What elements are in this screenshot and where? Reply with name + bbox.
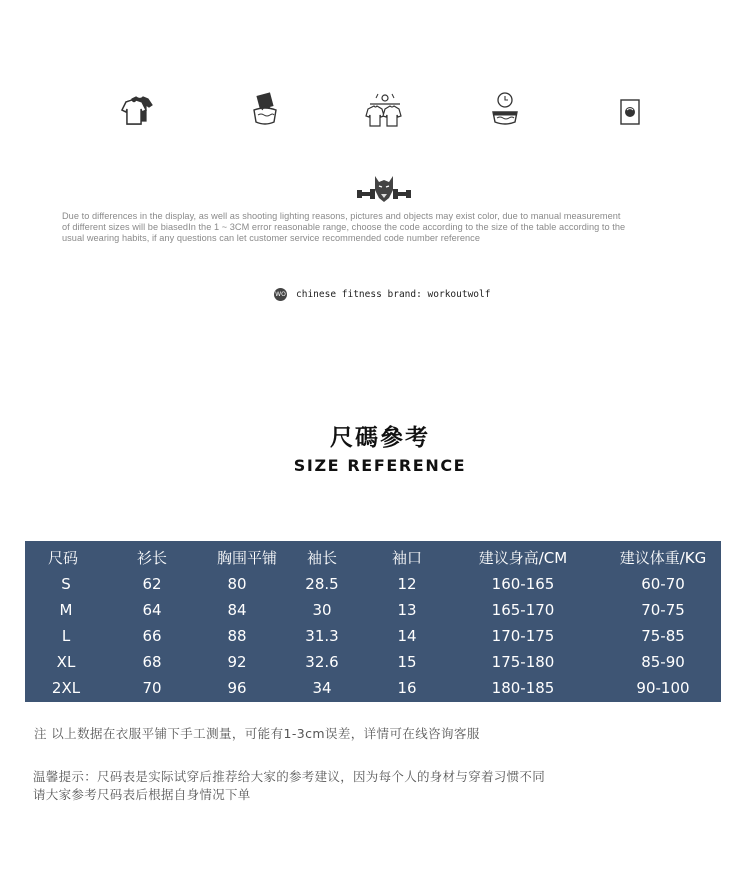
header-cell: 袖口 — [391, 549, 422, 567]
table-cell: 84 — [227, 601, 247, 619]
table-cell: 68 — [142, 653, 162, 671]
wolf-logo-icon — [355, 172, 413, 206]
table-cell: 32.6 — [305, 653, 339, 671]
table-row — [25, 675, 721, 701]
brand-text: chinese fitness brand: workoutwolf — [296, 288, 491, 300]
table-cell: 13 — [397, 601, 417, 619]
table-row — [25, 649, 721, 675]
brand-badge-text: WO — [275, 290, 286, 298]
timer-wash-icon — [480, 88, 530, 138]
tips-line: 请大家参考尺码表后根据自身情况下单 — [33, 787, 251, 802]
tumble-dry-icon — [605, 88, 655, 138]
measurement-note: 注 以上数据在衣服平铺下手工测量，可能有1-3cm误差，详情可在线咨询客服 — [34, 726, 480, 741]
table-cell: 180-185 — [491, 679, 555, 697]
table-cell: 12 — [397, 575, 417, 593]
table-cell: 2XL — [51, 679, 81, 697]
size-reference-title-en: SIZE REFERENCE — [293, 456, 467, 475]
table-cell: 170-175 — [491, 627, 555, 645]
table-cell: L — [61, 627, 71, 645]
table-cell: 14 — [397, 627, 417, 645]
table-cell: 15 — [397, 653, 417, 671]
hand-wash-icon — [240, 88, 290, 138]
table-cell: 28.5 — [305, 575, 339, 593]
table-cell: 88 — [227, 627, 247, 645]
table-cell: 70-75 — [641, 601, 685, 619]
care-icons-row — [0, 88, 750, 138]
table-row — [25, 571, 721, 597]
table-row — [25, 597, 721, 623]
brand-badge-icon — [274, 288, 287, 301]
header-cell: 尺码 — [47, 549, 78, 567]
table-cell: 60-70 — [641, 575, 685, 593]
table-cell: XL — [56, 653, 76, 671]
table-row — [25, 623, 721, 649]
table-cell: 31.3 — [305, 627, 339, 645]
header-cell: 袖长 — [306, 549, 337, 567]
table-cell: 16 — [397, 679, 417, 697]
size-reference-title-cn: 尺碼參考 — [330, 425, 430, 451]
disclaimer-text — [62, 211, 712, 244]
table-cell: 34 — [312, 679, 332, 697]
table-cell: M — [59, 601, 73, 619]
tips-line: 温馨提示：尺码表是实际试穿后推荐给大家的参考建议，因为每个人的身材与穿着习惯不同 — [33, 769, 546, 784]
table-cell: S — [61, 575, 71, 593]
table-cell: 92 — [227, 653, 247, 671]
table-cell: 30 — [312, 601, 332, 619]
table-cell: 62 — [142, 575, 162, 593]
tips-text — [33, 768, 545, 804]
table-cell: 80 — [227, 575, 247, 593]
table-cell: 175-180 — [491, 653, 555, 671]
header-cell: 建议身高/CM — [478, 549, 568, 567]
table-cell: 96 — [227, 679, 247, 697]
table-cell: 64 — [142, 601, 162, 619]
table-cell: 70 — [142, 679, 162, 697]
size-table — [25, 541, 721, 702]
table-header-row — [25, 545, 721, 571]
header-cell: 胸围平铺 — [216, 549, 277, 567]
table-cell: 66 — [142, 627, 162, 645]
disclaimer-line: usual wearing habits, if any questions can let customer service recommended code number reference — [62, 233, 480, 243]
brand-line — [274, 287, 490, 301]
header-cell: 衫长 — [136, 549, 167, 567]
tshirts-icon — [110, 88, 160, 138]
table-cell: 160-165 — [491, 575, 555, 593]
header-cell: 建议体重/KG — [619, 549, 707, 567]
disclaimer-line: Due to differences in the display, as well as shooting lighting reasons, pictures and objects may exist color, due to manual measurement — [62, 211, 621, 221]
table-cell: 165-170 — [491, 601, 555, 619]
table-cell: 85-90 — [641, 653, 685, 671]
hang-dry-icon — [360, 88, 410, 138]
disclaimer-line: of different sizes will be biasedIn the 1 ~ 3CM error reasonable range, choose the code according to the size of the table according to the — [62, 222, 626, 232]
table-cell: 90-100 — [636, 679, 690, 697]
table-cell: 75-85 — [641, 627, 685, 645]
